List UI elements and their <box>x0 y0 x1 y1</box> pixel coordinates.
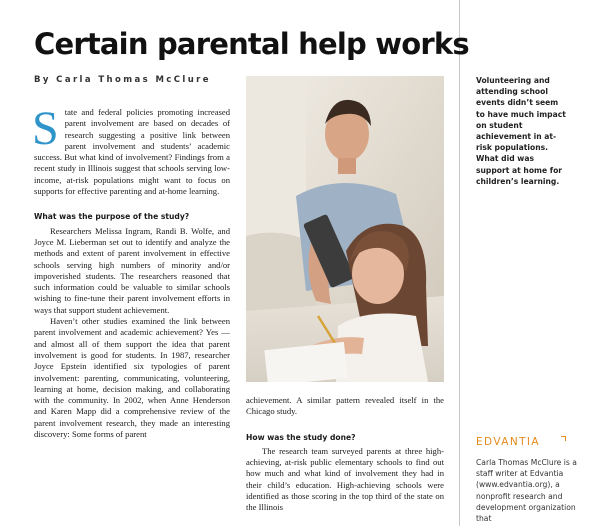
lead-paragraph <box>34 104 230 197</box>
subhead-method: How was the study done? <box>246 432 356 442</box>
sidebar-divider <box>459 0 460 526</box>
drop-cap: S <box>32 102 59 155</box>
photo-illustration <box>246 76 444 382</box>
left-column <box>34 104 230 440</box>
article-photo <box>246 76 444 382</box>
author-bio: Carla Thomas McClure is a staff writer at Edvantia (www.edvantia.org), a nonprofit research and development organization that <box>476 458 577 524</box>
subhead-purpose: What was the purpose of the study? <box>34 212 190 222</box>
lead-text: tate and federal policies promoting increased parent involvement are based on decades of research suggesting a positive link between parent involvement and students’ academic success. But what kind of involvement? Findings from a recent study in Illinois suggest that schools serving low-income, at-risk populations might want to focus on supports for effective parenting and at-home learning. <box>34 107 230 197</box>
middle-column <box>246 395 444 514</box>
article-byline: By Carla Thomas McClure <box>34 75 211 85</box>
logo-mark-icon <box>561 436 566 441</box>
body-paragraph: Researchers Melissa Ingram, Randi B. Wolfe, and Joyce M. Lieberman set out to identify and analyze the methods and extent of parent involvement in effective schools serving high numbers of minority and/or impoverished students. The researchers reasoned that such information could be valuable to similar schools wishing to fine-tune their parent involvement efforts in ways that support student achievement. <box>34 225 230 315</box>
article-title: Certain parental help works <box>34 27 469 61</box>
body-paragraph: The research team surveyed parents at three high-achieving, at-risk public elementary schools to find out how much and what kind of involvement they had in their child’s education. High-achieving schools were identified as those scoring in the top third of the state on the Illinois <box>246 445 444 513</box>
body-paragraph: Haven’t other studies examined the link between parent involvement and academic achievement? Yes — and almost all of them support the idea that parent involvement is good for students. In 1987, researcher Joyce Epstein identified six typologies of parent involvement: parenting, communicating, volunteering, learning at home, decision making, and collaborating with the community. In 2002, when Anne Henderson and Karen Mapp did a comprehensive review of the parent involvement research, they made an interesting discovery: Some forms of parent <box>34 316 230 440</box>
pull-quote: Volunteering and attending school events didn’t seem to have much impact on student achievement in at-risk populations. What did was support at home for children’s learning. <box>476 76 566 186</box>
edvantia-logo: EDVANTIA <box>476 436 540 448</box>
continued-paragraph: achievement. A similar pattern revealed itself in the Chicago study. <box>246 395 444 417</box>
